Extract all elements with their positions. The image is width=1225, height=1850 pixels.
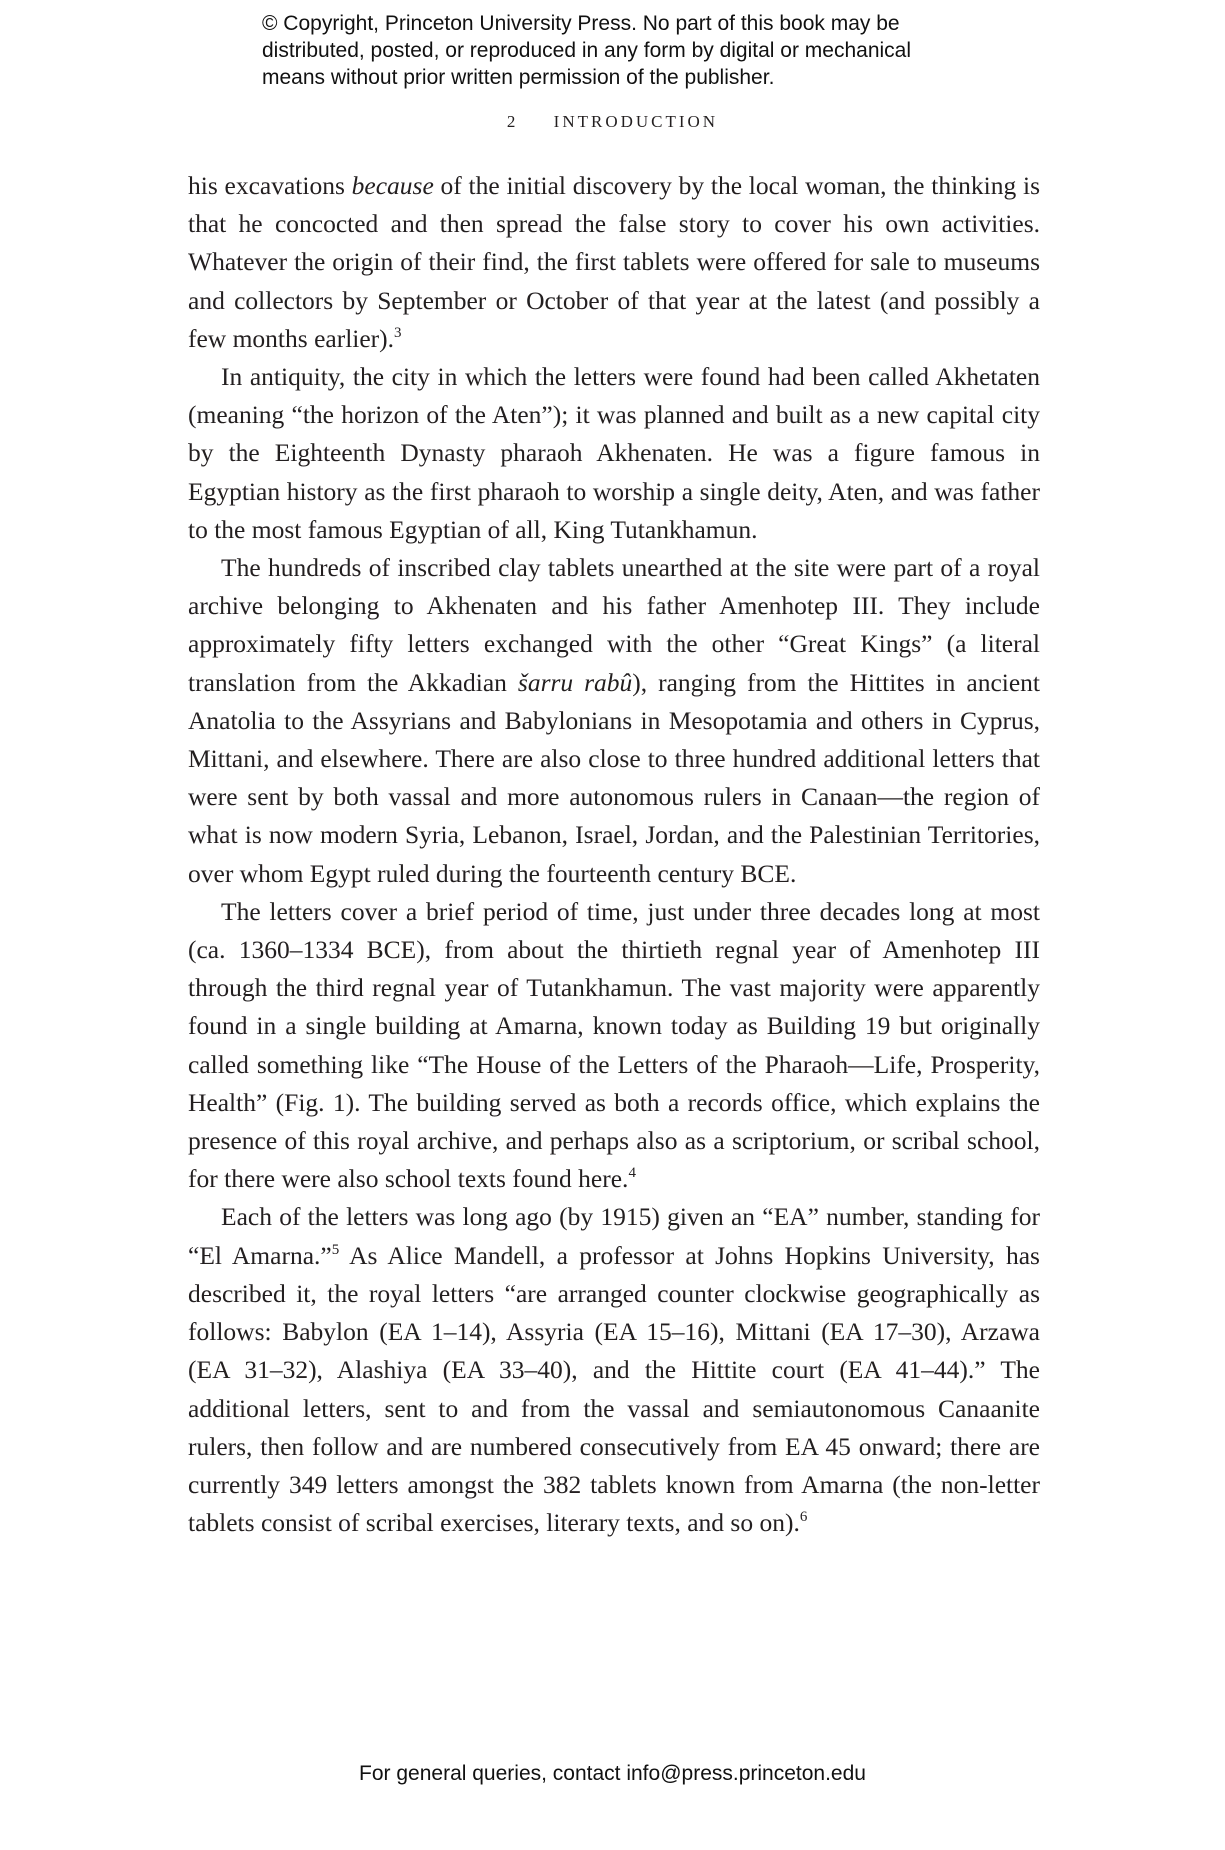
running-head [0,112,1225,132]
paragraph-1-text-a: his excavations [188,171,352,200]
copyright-line-2: distributed, posted, or reproduced in any form by digital or mechanical [262,39,912,62]
body-text [188,167,1040,1542]
copyright-line-1: © Copyright, Princeton University Press. No part of this book may be [262,12,900,35]
paragraph-5 [188,1198,1040,1542]
paragraph-1-italic: because [351,171,434,200]
paragraph-3-text-c: ), ranging from the Hittites in ancient Anatolia to the Assyrians and Babylonians in Mesopotamia and others in Cyprus, Mittani, and elsewhere. There are also close to three hundred additional letters that were sent by both vassal and more autonomous rulers in Canaan—the region of what is now modern Syria, Lebanon, Israel, Jordan, and the Palestinian Territories, over whom Egypt ruled during the fourteenth century BCE. [188,667,1041,888]
copyright-line-3: means without prior written permission of the publisher. [262,66,775,89]
copyright-notice [262,10,1022,91]
chapter-title: INTRODUCTION [553,112,719,131]
paragraph-3-italic: šarru rabû [517,667,633,697]
footnote-ref-4: 4 [628,1165,636,1182]
footnote-ref-6: 6 [799,1509,808,1526]
paragraph-3-text-a: The hundreds of inscribed clay tablets unearthed at the site were part of a royal archive belonging to Akhenaten and his father Amenhotep III. They include approximately fifty letters exchanged with the other “Great Kings” (a literal translation from the Akkadian [188,553,1040,697]
paragraph-3 [188,549,1040,893]
paragraph-2 [188,358,1040,549]
paragraph-2-text: In antiquity, the city in which the letters were found had been called Akhetaten (meaning “the horizon of the Aten”); it was planned and built as a new capital city by the Eighteenth Dynasty pharaoh Akhenaten. He was a figure famous in Egyptian history as the first pharaoh to worship a single deity, Aten, and was father to the most famous Egyptian of all, King Tutankhamun. [188,362,1040,544]
footnote-ref-5: 5 [331,1241,340,1258]
paragraph-1-text-c: of the initial discovery by the local woman, the thinking is that he concocted and then spread the false story to cover his own activities. Whatever the origin of their find, the first tablets were offered for sale to museums and collectors by September or October of that year at the latest (and possibly a few months earlier). [188,171,1041,353]
paragraph-5-text-b: As Alice Mandell, a professor at Johns Hopkins University, has described it, the royal letters “are arranged counter clockwise geographically as follows: Babylon (EA 1–14), Assyria (EA 15–16), Mittani (EA 17–30), Arzawa (EA 31–32), Alashiya (EA 33–40), and the Hittite court (EA 41–44).” The additional letters, sent to and from the vassal and semiautonomous Canaanite rulers, then follow and are numbered consecutively from EA 45 onward; there are currently 349 letters amongst the 382 tablets known from Amarna (the non-letter tablets consist of scribal exercises, literary texts, and so on). [188,1240,1040,1538]
paragraph-5-text-a: Each of the letters was long ago (by 1915) given an “EA” number, standing for “El Amarna.” [188,1202,1040,1270]
footer-contact: For general queries, contact info@press.princeton.edu [359,1762,866,1785]
paragraph-4-text: The letters cover a brief period of time, just under three decades long at most (ca. 1360–1334 BCE), from about the thirtieth regnal year of Amenhotep III through the third regnal year of Tutankhamun. The vast majority were apparently found in a single building at Amarna, known today as Building 19 but originally called something like “The House of the Letters of the Pharaoh—Life, Prosperity, Health” (Fig. 1). The building served as both a records office, which explains the presence of this royal archive, and perhaps also as a scriptorium, or scribal school, for there were also school texts found here. [188,896,1040,1194]
paragraph-4 [188,893,1040,1199]
paragraph-1 [188,167,1040,358]
page-number: 2 [506,112,519,131]
footnote-ref-3: 3 [394,324,402,341]
